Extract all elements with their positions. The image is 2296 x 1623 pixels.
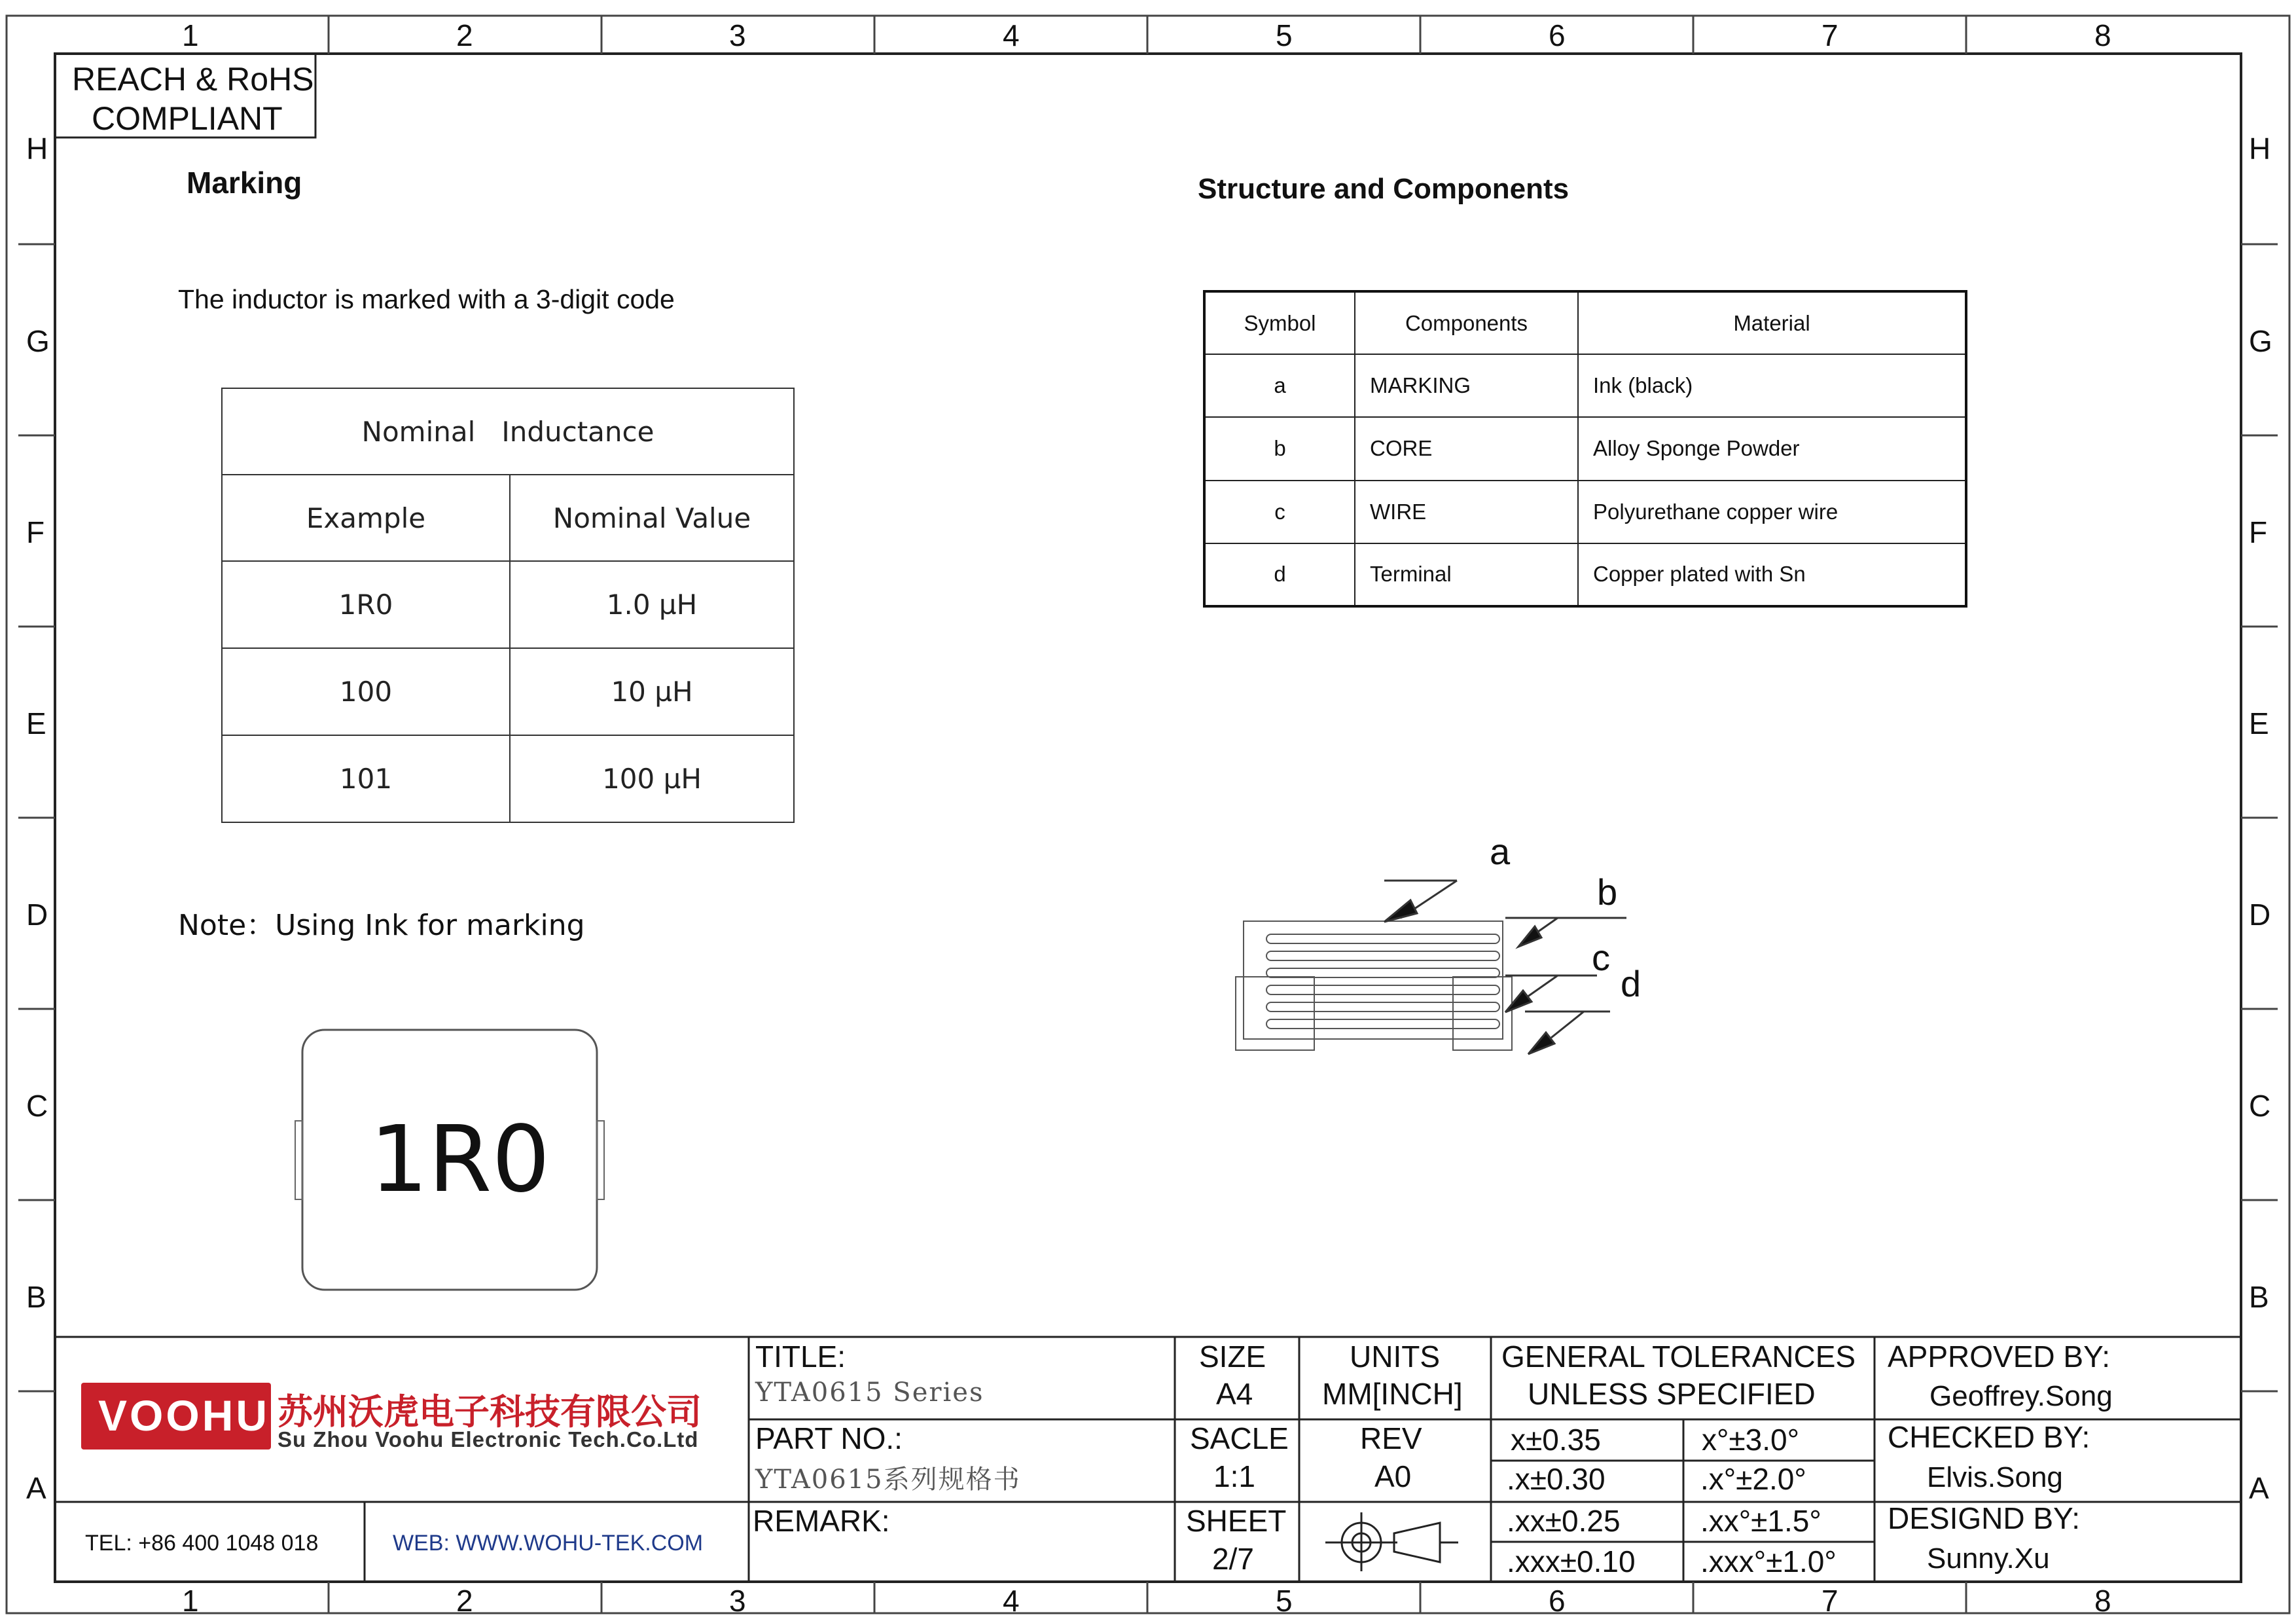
- sheet-value: 2/7: [1212, 1542, 1254, 1576]
- col-label-6-bottom: 6: [1549, 1584, 1566, 1618]
- part-label: PART NO.:: [755, 1421, 903, 1455]
- row-label-f-right: F: [2249, 515, 2268, 549]
- structure-header-symbol: Symbol: [1204, 291, 1355, 354]
- col-label-6: 6: [1549, 18, 1566, 52]
- structure-heading: Structure and Components: [1198, 173, 1570, 205]
- company-logo: [81, 1383, 271, 1450]
- sample-marking-code: 1R0: [370, 1106, 550, 1213]
- row-label-h: H: [26, 132, 48, 166]
- row-label-e: E: [26, 706, 46, 740]
- marking-row-code: 1R0: [222, 561, 510, 648]
- marking-description: The inductor is marked with a 3-digit code: [178, 284, 675, 314]
- callout-c: c: [1592, 937, 1610, 978]
- col-label-1: 1: [182, 18, 199, 52]
- units-value: MM[INCH]: [1322, 1377, 1463, 1411]
- scale-value: 1:1: [1213, 1459, 1255, 1493]
- col-label-8-bottom: 8: [2094, 1584, 2111, 1618]
- callout-a: a: [1490, 831, 1511, 872]
- sheet-label: SHEET: [1186, 1504, 1287, 1538]
- company-web-link[interactable]: WEB: WWW.WOHU-TEK.COM: [393, 1531, 704, 1556]
- tolerance-angular: .xxx°±1.0°: [1700, 1544, 1837, 1578]
- row-label-b-right: B: [2249, 1280, 2269, 1314]
- marking-heading: Marking: [187, 166, 302, 200]
- structure-symbol: a: [1204, 354, 1355, 417]
- size-label: SIZE: [1199, 1340, 1266, 1374]
- callout-b: b: [1597, 871, 1618, 913]
- remark-label: REMARK:: [753, 1504, 890, 1538]
- approved-label: APPROVED BY:: [1888, 1340, 2111, 1374]
- company-name-en: Su Zhou Voohu Electronic Tech.Co.Ltd: [278, 1427, 699, 1451]
- checked-by: Elvis.Song: [1927, 1461, 2063, 1493]
- marking-header-value: Nominal Value: [510, 475, 794, 561]
- row-label-d-right: D: [2249, 898, 2271, 932]
- tolerance-linear: .x±0.30: [1507, 1462, 1605, 1496]
- tolerance-angular: .x°±2.0°: [1700, 1462, 1806, 1496]
- row-label-c-right: C: [2249, 1089, 2271, 1123]
- row-label-b: B: [26, 1280, 46, 1314]
- structure-table: [1203, 290, 1967, 608]
- structure-header-components: Components: [1355, 291, 1578, 354]
- tolerance-linear: x±0.35: [1511, 1423, 1601, 1457]
- col-label-4: 4: [1003, 18, 1020, 52]
- projection-symbol: [1325, 1512, 1458, 1571]
- marking-row-value: 1.0 µH: [510, 561, 794, 648]
- structure-material: Copper plated with Sn: [1578, 543, 1966, 606]
- structure-component: MARKING: [1355, 354, 1578, 417]
- col-label-8: 8: [2094, 18, 2111, 52]
- scale-label: SACLE: [1190, 1421, 1289, 1455]
- col-label-1-bottom: 1: [182, 1584, 199, 1618]
- callout-d: d: [1621, 963, 1641, 1004]
- units-label: UNITS: [1350, 1340, 1440, 1374]
- row-label-a-right: A: [2249, 1471, 2269, 1505]
- checked-label: CHECKED BY:: [1888, 1420, 2090, 1454]
- compliance-line1: REACH & RoHS: [72, 61, 314, 98]
- col-label-7-bottom: 7: [1821, 1584, 1839, 1618]
- col-label-3: 3: [729, 18, 746, 52]
- structure-material: Polyurethane copper wire: [1578, 481, 1966, 543]
- structure-header-material: Material: [1578, 291, 1966, 354]
- row-label-a: A: [26, 1471, 46, 1505]
- row-label-d: D: [26, 898, 48, 932]
- marking-row-value: 10 µH: [510, 648, 794, 735]
- marking-note: Note：Using Ink for marking: [178, 909, 585, 942]
- structure-component: WIRE: [1355, 481, 1578, 543]
- row-label-h-right: H: [2249, 132, 2271, 166]
- title-value: YTA0615 Series: [755, 1377, 984, 1408]
- approved-by: Geoffrey.Song: [1929, 1380, 2113, 1412]
- structure-material: Ink (black): [1578, 354, 1966, 417]
- col-label-5-bottom: 5: [1276, 1584, 1293, 1618]
- tolerance-linear: .xxx±0.10: [1507, 1544, 1636, 1578]
- row-label-g-right: G: [2249, 324, 2272, 358]
- designed-label: DESIGND BY:: [1888, 1501, 2080, 1535]
- structure-symbol: b: [1204, 417, 1355, 480]
- structure-component: Terminal: [1355, 543, 1578, 606]
- size-value: A4: [1216, 1377, 1253, 1411]
- tolerances-label: GENERAL TOLERANCES: [1501, 1340, 1856, 1374]
- col-label-2-bottom: 2: [456, 1584, 473, 1618]
- rev-label: REV: [1360, 1421, 1422, 1455]
- tolerance-angular: .xx°±1.5°: [1700, 1504, 1821, 1538]
- row-label-e-right: E: [2249, 706, 2269, 740]
- row-label-g: G: [26, 324, 50, 358]
- designed-by: Sunny.Xu: [1927, 1542, 2050, 1575]
- col-label-5: 5: [1276, 18, 1293, 52]
- structure-component: CORE: [1355, 417, 1578, 480]
- logo-text: VOOHU: [98, 1391, 270, 1440]
- marking-table-title: Nominal Inductance: [222, 388, 794, 475]
- structure-symbol: c: [1204, 481, 1355, 543]
- company-tel: TEL: +86 400 1048 018: [85, 1531, 319, 1556]
- col-label-2: 2: [456, 18, 473, 52]
- marking-header-example: Example: [222, 475, 510, 561]
- marking-row-value: 100 µH: [510, 735, 794, 822]
- marking-row-code: 100: [222, 648, 510, 735]
- rev-value: A0: [1374, 1459, 1412, 1493]
- tolerances-sublabel: UNLESS SPECIFIED: [1528, 1377, 1816, 1411]
- marking-table: [221, 388, 795, 823]
- title-label: TITLE:: [755, 1340, 846, 1374]
- marking-row-code: 101: [222, 735, 510, 822]
- part-value: YTA0615系列规格书: [755, 1465, 1021, 1495]
- structure-material: Alloy Sponge Powder: [1578, 417, 1966, 480]
- row-label-c: C: [26, 1089, 48, 1123]
- row-label-f: F: [26, 515, 45, 549]
- col-label-7: 7: [1821, 18, 1839, 52]
- col-label-3-bottom: 3: [729, 1584, 746, 1618]
- tolerance-linear: .xx±0.25: [1507, 1504, 1621, 1538]
- tolerance-angular: x°±3.0°: [1702, 1423, 1799, 1457]
- col-label-4-bottom: 4: [1003, 1584, 1020, 1618]
- compliance-line2: COMPLIANT: [92, 100, 283, 137]
- structure-symbol: d: [1204, 543, 1355, 606]
- company-name-cn: 苏州沃虎电子科技有限公司: [278, 1391, 702, 1432]
